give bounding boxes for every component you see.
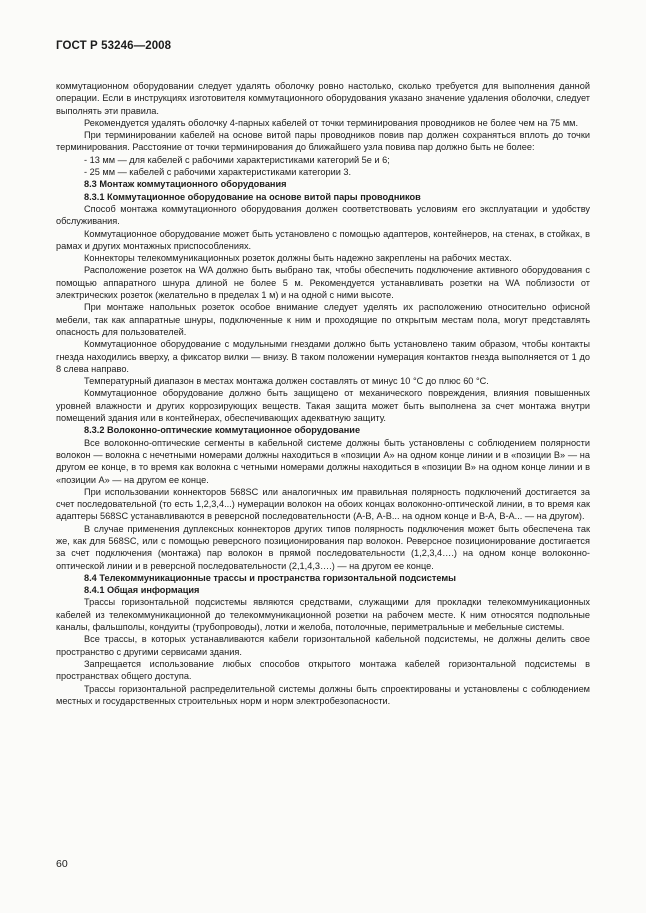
- paragraph: Коммутационное оборудование может быть установлено с помощью адаптеров, контейнеров, на стенах, в стойках, в рамах и других монтажных приспособлениях.: [56, 228, 590, 251]
- section-heading: 8.4 Телекоммуникационные трассы и пространства горизонтальной подсистемы: [84, 572, 457, 583]
- subsection-heading: 8.3.1 Коммутационное оборудование на основе витой пары проводников: [84, 191, 421, 202]
- paragraph: Расположение розеток на WA должно быть выбрано так, чтобы обеспечить подключение активного оборудования с помощью аппаратного шнура длиной не более 5 м. Рекомендуется устанавливать розетки на WA поблизости от электрических розеток (желательно в пределах 1 м) и на одной с ними высоте.: [56, 265, 590, 301]
- paragraph: Коммутационное оборудование должно быть защищено от механического повреждения, влияния повышенных уровней влажности и других коррозирующих веществ. Такая защита может быть выполнена за счет монтажа внутри помещений здания или в контейнерах, обеспечивающих адекватную защиту.: [56, 388, 590, 424]
- paragraph: Трассы горизонтальной распределительной системы должны быть спроектированы и установлены с соблюдением местных и государственных строительных норм и норм электробезопасности.: [56, 683, 590, 706]
- paragraph: Запрещается использование любых способов открытого монтажа кабелей горизонтальной подсистемы в пространствах общего доступа.: [56, 658, 590, 682]
- page-number: 60: [56, 858, 68, 870]
- paragraph: коммутационном оборудовании следует удалять оболочку ровно настолько, сколько требуется для выполнения данной операции. Если в инструкциях изготовителя коммутационного оборудования указано значение удаления оболочки, следует выполнять эти правила.: [56, 81, 590, 116]
- paragraph: Температурный диапазон в местах монтажа должен составлять от минус 10 °С до плюс 60 °С.: [84, 376, 489, 387]
- paragraph: Все волоконно-оптические сегменты в кабельной системе должны быть установлены с соблюдением полярности волокон — волокна с нечетными номерами должны находиться в «позиции А» на одном конце линии и в «позиции В» — на другом ее конце, в то время как волокна с четными номерами должны находиться в «позиции В» на одном конце линии и в «позиции А» — на другом ее конце.: [56, 437, 590, 485]
- paragraph: Коннекторы телекоммуникационных розеток должны быть надежно закреплены на рабочих местах.: [84, 253, 512, 264]
- document-body: [56, 80, 590, 707]
- paragraph: При терминировании кабелей на основе витой пары проводников повив пар должен сохраняться вплоть до точки терминирования. Расстояние от точки терминирования до ближайшего узла повива пар должно быть не более:: [56, 130, 590, 153]
- list-item: - 13 мм — для кабелей с рабочими характеристиками категорий 5е и 6;: [84, 154, 390, 165]
- subsection-heading: 8.3.2 Волоконно-оптические коммутационное оборудование: [84, 425, 361, 436]
- section-heading: 8.3 Монтаж коммутационного оборудования: [84, 179, 287, 190]
- paragraph: При монтаже напольных розеток особое внимание следует уделять их расположению относительно офисной мебели, так как аппаратные шнуры, подключенные к ним и проходящие по открытым местам пола, могут представлять опасность для пользователей.: [56, 302, 590, 337]
- paragraph: Рекомендуется удалять оболочку 4-парных кабелей от точки терминирования проводников не более чем на 75 мм.: [84, 117, 579, 128]
- paragraph: Способ монтажа коммутационного оборудования должен соответствовать условиям его эксплуатации и удобству обслуживания.: [56, 203, 590, 227]
- paragraph: Коммутационное оборудование с модульными гнездами должно быть установлено таким образом, чтобы контакты гнезда находились вверху, а фиксатор вилки — внизу. В таком положении нумерация контактов гнезда выполняется от 1 до 8 слева направо.: [56, 339, 590, 374]
- paragraph: При использовании коннекторов 568SC или аналогичных им правильная полярность подключений достигается за счет последовательной (то есть 1,2,3,4...) нумерации волокон на обоих концах волоконно-оптической линии, в то время как адаптеры 568SC устанавливаются в реверсной последовательности (А-В, А-В... на одном конце и В-А, В-А... — на другом).: [56, 486, 590, 522]
- paragraph: Все трассы, в которых устанавливаются кабели горизонтальной кабельной подсистемы, не должны делить свое пространство с другими сервисами здания.: [56, 634, 590, 657]
- subsection-heading: 8.4.1 Общая информация: [84, 585, 200, 596]
- document-header: ГОСТ Р 53246—2008: [56, 40, 172, 52]
- paragraph: В случае применения дуплексных коннекторов других типов полярность подключения может быть обеспечена так же, как для 568SC, или с помощью реверсного позиционирования пар волокон. Реверсное позиционирование достигается за счет подключения (монтажа) пар волокон в прямой последовательности (1,2,3,4….) на одном конце волоконно-оптической линии и в реверсной последовательности (2,1,4,3….) — на другом ее конце.: [56, 523, 590, 571]
- list-item: - 25 мм — кабелей с рабочими характеристиками категории 3.: [84, 167, 352, 178]
- paragraph: Трассы горизонтальной подсистемы являются средствами, служащими для прокладки телекоммуникационных кабелей из телекоммуникационной до телекоммуникационной розетки на рабочем месте. К ним относятся подпольные каналы, фальшполы, кондуиты (трубопроводы), лотки и желоба, потолочные, периметральные и мебельные системы.: [56, 597, 590, 633]
